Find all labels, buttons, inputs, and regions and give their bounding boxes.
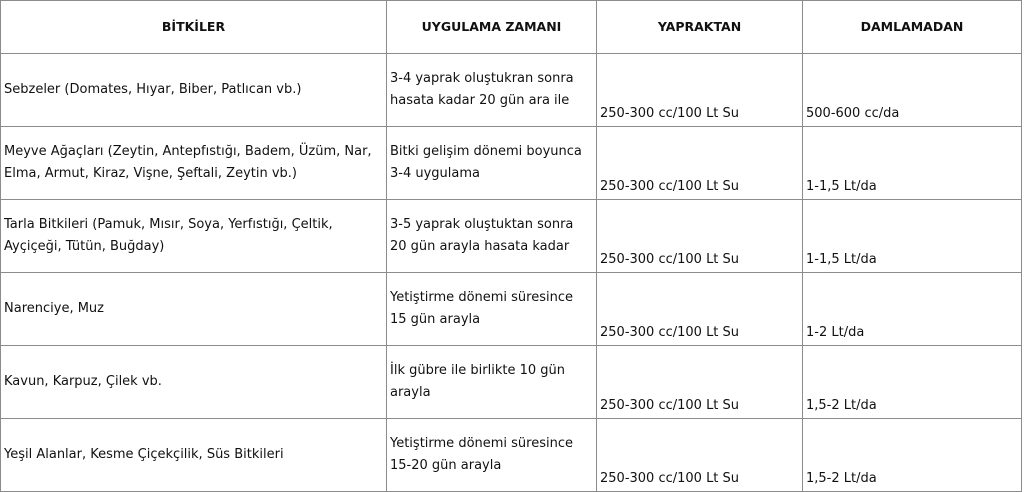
table-row bbox=[1, 200, 1022, 273]
timing-line: İlk gübre ile birlikte 10 gün bbox=[390, 363, 565, 378]
header-foliar: YAPRAKTAN bbox=[597, 1, 803, 54]
timing-line: 3-4 uygulama bbox=[390, 166, 480, 181]
timing-line: 20 gün arayla hasata kadar bbox=[390, 239, 570, 254]
foliar-cell: 250-300 cc/100 Lt Su bbox=[597, 200, 803, 273]
timing-cell bbox=[387, 419, 597, 492]
plant-text: Sebzeler (Domates, Hıyar, Biber, Patlıcan vb.) bbox=[4, 82, 302, 97]
timing-line: 15 gün arayla bbox=[390, 312, 481, 327]
timing-line: Yetiştirme dönemi süresince bbox=[390, 436, 574, 451]
timing-cell bbox=[387, 200, 597, 273]
plant-text: Elma, Armut, Kiraz, Vişne, Şeftali, Zeytin vb.) bbox=[4, 166, 298, 181]
plant-text: Narenciye, Muz bbox=[4, 301, 104, 316]
timing-line: 3-5 yaprak oluştuktan sonra bbox=[390, 217, 574, 232]
drip-cell: 1,5-2 Lt/da bbox=[803, 419, 1022, 492]
plant-cell bbox=[1, 419, 387, 492]
timing-line: 15-20 gün arayla bbox=[390, 458, 502, 473]
header-plants: BİTKİLER bbox=[1, 1, 387, 54]
table-row bbox=[1, 127, 1022, 200]
timing-cell bbox=[387, 127, 597, 200]
timing-line: hasata kadar 20 gün ara ile bbox=[390, 93, 570, 108]
drip-cell: 500-600 cc/da bbox=[803, 54, 1022, 127]
plant-text: Yeşil Alanlar, Kesme Çiçekçilik, Süs Bitkileri bbox=[4, 447, 284, 462]
foliar-cell: 250-300 cc/100 Lt Su bbox=[597, 419, 803, 492]
plant-text: Meyve Ağaçları (Zeytin, Antepfıstığı, Badem, Üzüm, Nar, bbox=[4, 144, 372, 159]
timing-cell bbox=[387, 346, 597, 419]
plant-cell bbox=[1, 346, 387, 419]
drip-cell: 1,5-2 Lt/da bbox=[803, 346, 1022, 419]
plant-text: Ayçiçeği, Tütün, Buğday) bbox=[4, 239, 165, 254]
timing-line: Yetiştirme dönemi süresince bbox=[390, 290, 574, 305]
drip-cell: 1-2 Lt/da bbox=[803, 273, 1022, 346]
table-row bbox=[1, 419, 1022, 492]
timing-line: 3-4 yaprak oluştukran sonra bbox=[390, 71, 574, 86]
table-row bbox=[1, 54, 1022, 127]
table-row bbox=[1, 273, 1022, 346]
plant-text: Tarla Bitkileri (Pamuk, Mısır, Soya, Yerfıstığı, Çeltik, bbox=[4, 217, 333, 232]
timing-line: arayla bbox=[390, 385, 431, 400]
timing-cell bbox=[387, 54, 597, 127]
plant-cell bbox=[1, 54, 387, 127]
plant-cell bbox=[1, 273, 387, 346]
header-row bbox=[1, 1, 1022, 54]
header-application-time: UYGULAMA ZAMANI bbox=[387, 1, 597, 54]
plant-cell bbox=[1, 200, 387, 273]
plant-text: Kavun, Karpuz, Çilek vb. bbox=[4, 374, 162, 389]
table-row bbox=[1, 346, 1022, 419]
foliar-cell: 250-300 cc/100 Lt Su bbox=[597, 346, 803, 419]
foliar-cell: 250-300 cc/100 Lt Su bbox=[597, 273, 803, 346]
timing-line: Bitki gelişim dönemi boyunca bbox=[390, 144, 582, 159]
header-drip: DAMLAMADAN bbox=[803, 1, 1022, 54]
plant-cell bbox=[1, 127, 387, 200]
drip-cell: 1-1,5 Lt/da bbox=[803, 200, 1022, 273]
timing-cell bbox=[387, 273, 597, 346]
foliar-cell: 250-300 cc/100 Lt Su bbox=[597, 54, 803, 127]
drip-cell: 1-1,5 Lt/da bbox=[803, 127, 1022, 200]
foliar-cell: 250-300 cc/100 Lt Su bbox=[597, 127, 803, 200]
